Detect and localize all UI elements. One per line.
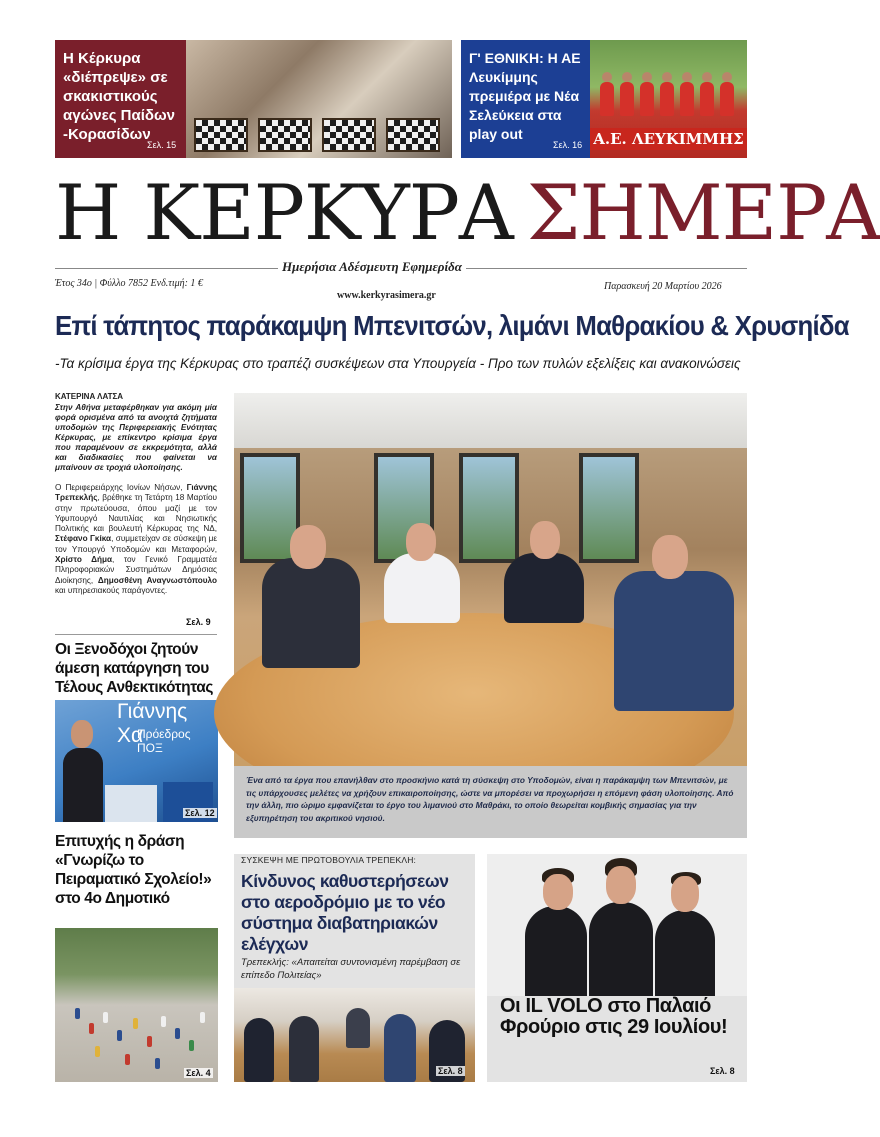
person-figure xyxy=(504,553,584,623)
masthead-name-red: ΣΗΜΕΡΑ xyxy=(526,168,880,257)
player-figure xyxy=(680,82,694,116)
person-figure xyxy=(384,1014,416,1082)
child-figure xyxy=(175,1028,180,1039)
person-head xyxy=(652,535,688,579)
body-text: , τον Γενικό Γραμματέα Πληροφοριακών Συστημάτων Δημόσιας Διοίκησης, xyxy=(55,555,218,585)
child-figure xyxy=(155,1058,160,1069)
school-headline[interactable]: Επιτυχής η δράση «Γνωρίζω το Πειραματικό Σχολείο!» στο 4ο Δημοτικό xyxy=(55,833,212,907)
child-figure xyxy=(89,1023,94,1034)
body-text: και υπηρεσιακούς παράγοντες. xyxy=(55,585,168,595)
chess-teaser-title: Η Κέρκυρα «διέπρεψε» σε σκακιστικούς αγώνες Παίδων -Κορασίδων xyxy=(63,50,175,143)
team-banner: Α.Ε. ΛΕΥΚΙΜΜΗΣ xyxy=(590,128,747,150)
person-head xyxy=(406,523,436,561)
chess-board-icon xyxy=(258,118,312,152)
lead-paragraph: Στην Αθήνα μεταφέρθηκαν για ακόμη μία φορά ορισμένα από τα ανοιχτά ζητήματα υποδομών της Περιφερειακής Ενότητας Κέρκυρας, με επίκεντρο κρίσιμα έργα που παραμένουν σε εκκρεμότητα, αλλά και διαδικασίες που φαίνεται να μπαίνουν σε τροχιά υλοποίησης. xyxy=(55,403,217,472)
person-head xyxy=(290,525,326,569)
chess-board-icon xyxy=(322,118,376,152)
football-teaser-page: Σελ. 16 xyxy=(553,140,583,150)
child-figure xyxy=(117,1030,122,1041)
person-head xyxy=(530,521,560,559)
person-name: Δημοσθένη Αναγνωστόπουλο xyxy=(97,575,218,585)
hoteliers-headline[interactable]: Οι Ξενοδόχοι ζητούν άμεση κατάργηση του Τέλους Ανθεκτικότητας xyxy=(55,641,214,696)
backdrop-name: Γιάννης Χα xyxy=(117,700,188,747)
issue-info: Έτος 34ο | Φύλλο 7852 Ενδ.τιμή: 1 € xyxy=(55,278,203,289)
body-text: , βρέθηκε τη Τετάρτη 18 Μαρτίου στην πρωτεύουσα, όπου μαζί με τον Υφυπουργό Ναυτιλίας και Νησιωτικής Πολιτικής και βουλευτή Κέρκυρας της ΝΔ, xyxy=(55,493,217,534)
chess-teaser-page: Σελ. 15 xyxy=(147,140,177,150)
window xyxy=(459,453,519,563)
child-figure xyxy=(103,1012,108,1023)
hoteliers-photo xyxy=(55,700,218,822)
speaker-figure xyxy=(63,748,103,822)
chess-board-icon xyxy=(386,118,440,152)
school-page-ref[interactable]: Σελ. 4 xyxy=(186,1068,211,1078)
player-figure xyxy=(720,82,734,116)
singer-head xyxy=(606,866,636,904)
ceiling xyxy=(234,393,747,448)
website-link[interactable]: www.kerkyrasimera.gr xyxy=(337,290,436,301)
child-figure xyxy=(161,1016,166,1027)
singer-figure xyxy=(655,910,715,996)
child-figure xyxy=(125,1054,130,1065)
player-figure xyxy=(700,82,714,116)
player-figure xyxy=(660,82,674,116)
chess-photo xyxy=(186,40,452,158)
singer-figure xyxy=(525,906,587,996)
lead-page-ref[interactable]: Σελ. 9 xyxy=(186,617,211,627)
child-figure xyxy=(95,1046,100,1057)
podium xyxy=(105,785,157,822)
window xyxy=(579,453,639,563)
hoteliers-page-ref[interactable]: Σελ. 12 xyxy=(185,808,215,818)
school-yard-photo xyxy=(55,928,218,1082)
player-figure xyxy=(620,82,634,116)
chess-teaser[interactable] xyxy=(55,40,452,158)
article-body xyxy=(55,483,217,596)
person-name: Στέφανο Γκίκα xyxy=(55,534,112,544)
byline: ΚΑΤΕΡΙΝΑ ΛΑΤΣΑ xyxy=(55,392,124,401)
column-divider xyxy=(55,634,217,635)
chess-board-icon xyxy=(194,118,248,152)
football-teaser-title: Γ' ΕΘΝΙΚΗ: Η ΑΕ Λευκίμμης πρεμιέρα με Νέα Σελεύκεια στα play out xyxy=(469,50,581,142)
backdrop-role: Πρόεδρος ΠΟΞ xyxy=(137,727,191,755)
child-figure xyxy=(75,1008,80,1019)
person-figure xyxy=(244,1018,274,1082)
lead-subhead: -Τα κρίσιμα έργα της Κέρκυρας στο τραπέζι συσκέψεων στα Υπουργεία - Προ των πυλών εξελίξεις και ανακοινώσεις xyxy=(55,356,741,371)
child-figure xyxy=(200,1012,205,1023)
airport-headline[interactable]: Κίνδυνος καθυστερήσεων στο αεροδρόμιο με το νέο σύστημα διαβατηριακών ελέγχων xyxy=(241,871,449,954)
body-text: Ο Περιφερειάρχης Ιονίων Νήσων, xyxy=(55,483,183,492)
person-name: Χρίστο Δήμα xyxy=(55,555,113,565)
photo-caption: Ένα από τα έργα που επανήλθαν στο προσκήνιο κατά τη σύσκεψη στο Υποδομών, είναι η παράκαμψη των Μπενιτσών, με τις υπάρχουσες μελέτες να χρήζουν επικαιροποίησης, ώστε να μπορέσει να προχωρήσει η επόμενη φάση υλοποίησης. Από την άλλη, πιο ώριμο εμφανίζεται το έργο του λιμανιού στο Μαθράκι, το οποίο θεωρείται κομβικής σημασίας για την εξυπηρέτηση του ακριτικού νησιού. xyxy=(234,766,747,838)
player-figure xyxy=(600,82,614,116)
tagline: Ημερήσια Αδέσμευτη Εφημερίδα xyxy=(278,259,466,275)
person-name: Γιάννης Τρεπεκλής xyxy=(55,483,218,503)
body-text: , συμμετείχαν σε σύσκεψη με τον Υπουργό Υποδομών και Μεταφορών, xyxy=(55,534,218,554)
airport-subhead: Τρεπεκλής: «Απαιτείται συντονισμένη παρέμβαση σε επίπεδο Πολιτείας» xyxy=(241,957,461,981)
person-figure xyxy=(614,571,734,711)
issue-date: Παρασκευή 20 Μαρτίου 2026 xyxy=(604,281,722,292)
singer-figure xyxy=(589,902,653,996)
player-figure xyxy=(640,82,654,116)
ilvolo-box xyxy=(487,854,747,1082)
speaker-head xyxy=(71,720,93,748)
football-team-photo xyxy=(590,40,747,158)
ilvolo-photo xyxy=(487,854,747,996)
person-figure xyxy=(262,558,360,668)
football-teaser[interactable] xyxy=(461,40,747,158)
person-figure xyxy=(289,1016,319,1082)
airport-page-ref[interactable]: Σελ. 8 xyxy=(438,1066,463,1076)
singer-head xyxy=(543,874,573,910)
airport-kicker: ΣΥΣΚΕΨΗ ΜΕ ΠΡΩΤΟΒΟΥΛΙΑ ΤΡΕΠΕΚΛΗ: xyxy=(241,855,417,865)
child-figure xyxy=(189,1040,194,1051)
meeting-photo xyxy=(234,393,747,766)
child-figure xyxy=(147,1036,152,1047)
singer-head xyxy=(671,876,699,912)
person-figure xyxy=(346,1008,370,1048)
masthead-name-black: Η ΚΕΡΚΥΡΑ xyxy=(55,168,513,257)
ilvolo-headline[interactable]: Οι IL VOLO στο Παλαιό Φρούριο στις 29 Ιουλίου! xyxy=(500,995,728,1038)
ilvolo-page-ref[interactable]: Σελ. 8 xyxy=(710,1066,735,1076)
masthead xyxy=(55,168,880,257)
person-figure xyxy=(384,553,460,623)
child-figure xyxy=(133,1018,138,1029)
lead-headline[interactable]: Επί τάπητος παράκαμψη Μπενιτσών, λιμάνι Μαθρακίου & Χρυσηίδα xyxy=(55,310,849,341)
